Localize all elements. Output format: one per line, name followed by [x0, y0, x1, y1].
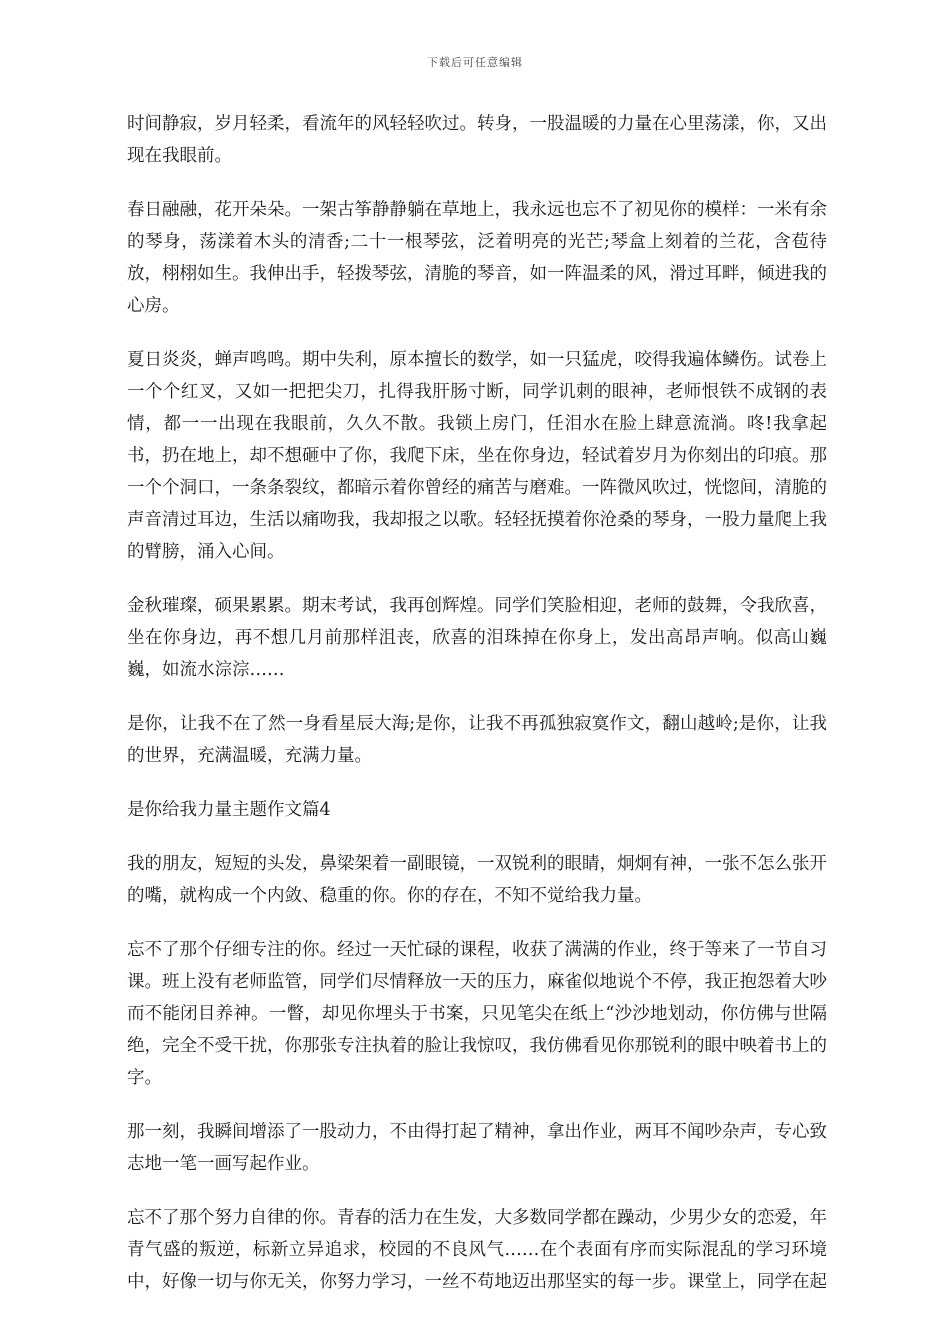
section-title: 是你给我力量主题作文篇4: [127, 800, 331, 820]
paragraph: 那一刻，我瞬间增添了一股动力，不由得打起了精神，拿出作业，两耳不闻吵杂声，专心致志地一笔一画写起作业。: [127, 1122, 827, 1174]
paragraph: 金秋璀璨，硕果累累。期末考试，我再创辉煌。同学们笑脸相迎，老师的鼓舞，令我欣喜，坐在你身边，再不想几月前那样沮丧，欣喜的泪珠掉在你身上，发出高昂声响。似高山巍巍，如流水淙淙……: [127, 596, 827, 680]
paragraph: 我的朋友，短短的头发，鼻梁架着一副眼镜，一双锐利的眼睛，炯炯有神，一张不怎么张开的嘴，就构成一个内敛、稳重的你。你的存在，不知不觉给我力量。: [127, 854, 827, 906]
paragraph: 忘不了那个努力自律的你。青春的活力在生发，大多数同学都在躁动，少男少女的恋爱，年青气盛的叛逆，标新立异追求，校园的不良风气……在个表面有序而实际混乱的学习环境中，好像一切与你无关，你努力学习，一丝不苟地迈出那坚实的每一步。课堂上，同学在起: [127, 1208, 827, 1292]
paragraph: 夏日炎炎，蝉声鸣鸣。期中失利，原本擅长的数学，如一只猛虎，咬得我遍体鳞伤。试卷上一个个红叉，又如一把把尖刀，扎得我肝肠寸断，同学讥刺的眼神，老师恨铁不成钢的表情，都一一出现在我眼前，久久不散。我锁上房门，任泪水在脸上肆意流淌。咚!我拿起书，扔在地上，却不想砸中了你，我爬下床，坐在你身边，轻试着岁月为你刻出的印痕。那一个个洞口，一条条裂纹，都暗示着你曾经的痛苦与磨难。一阵微风吹过，恍惚间，清脆的声音清过耳边，生活以痛吻我，我却报之以歌。轻轻抚摸着你沧桑的琴身，一股力量爬上我的臂膀，涌入心间。: [127, 350, 827, 562]
paragraph: 是你，让我不在了然一身看星辰大海;是你，让我不再孤独寂寞作文，翻山越岭;是你，让我的世界，充满温暖，充满力量。: [127, 714, 827, 766]
page-header: 下载后可任意编辑: [427, 56, 523, 69]
paragraph: 春日融融，花开朵朵。一架古筝静静躺在草地上，我永远也忘不了初见你的模样：一米有余的琴身，荡漾着木头的清香;二十一根琴弦，泛着明亮的光芒;琴盒上刻着的兰花，含苞待放，栩栩如生。我伸出手，轻拨琴弦，清脆的琴音，如一阵温柔的风，滑过耳畔，倾进我的心房。: [127, 200, 827, 316]
paragraph: 忘不了那个仔细专注的你。经过一天忙碌的课程，收获了满满的作业，终于等来了一节自习课。班上没有老师监管，同学们尽情释放一天的压力，麻雀似地说个不停，我正抱怨着大吵而不能闭目养神。一瞥，却见你埋头于书案，只见笔尖在纸上“沙沙地划动，你仿佛与世隔绝，完全不受干扰，你那张专注执着的脸让我惊叹，我仿佛看见你那锐利的眼中映着书上的字。: [127, 940, 827, 1088]
document-body: [127, 108, 827, 1320]
paragraph: 时间静寂，岁月轻柔，看流年的风轻轻吹过。转身，一股温暖的力量在心里荡漾，你，又出现在我眼前。: [127, 114, 827, 166]
